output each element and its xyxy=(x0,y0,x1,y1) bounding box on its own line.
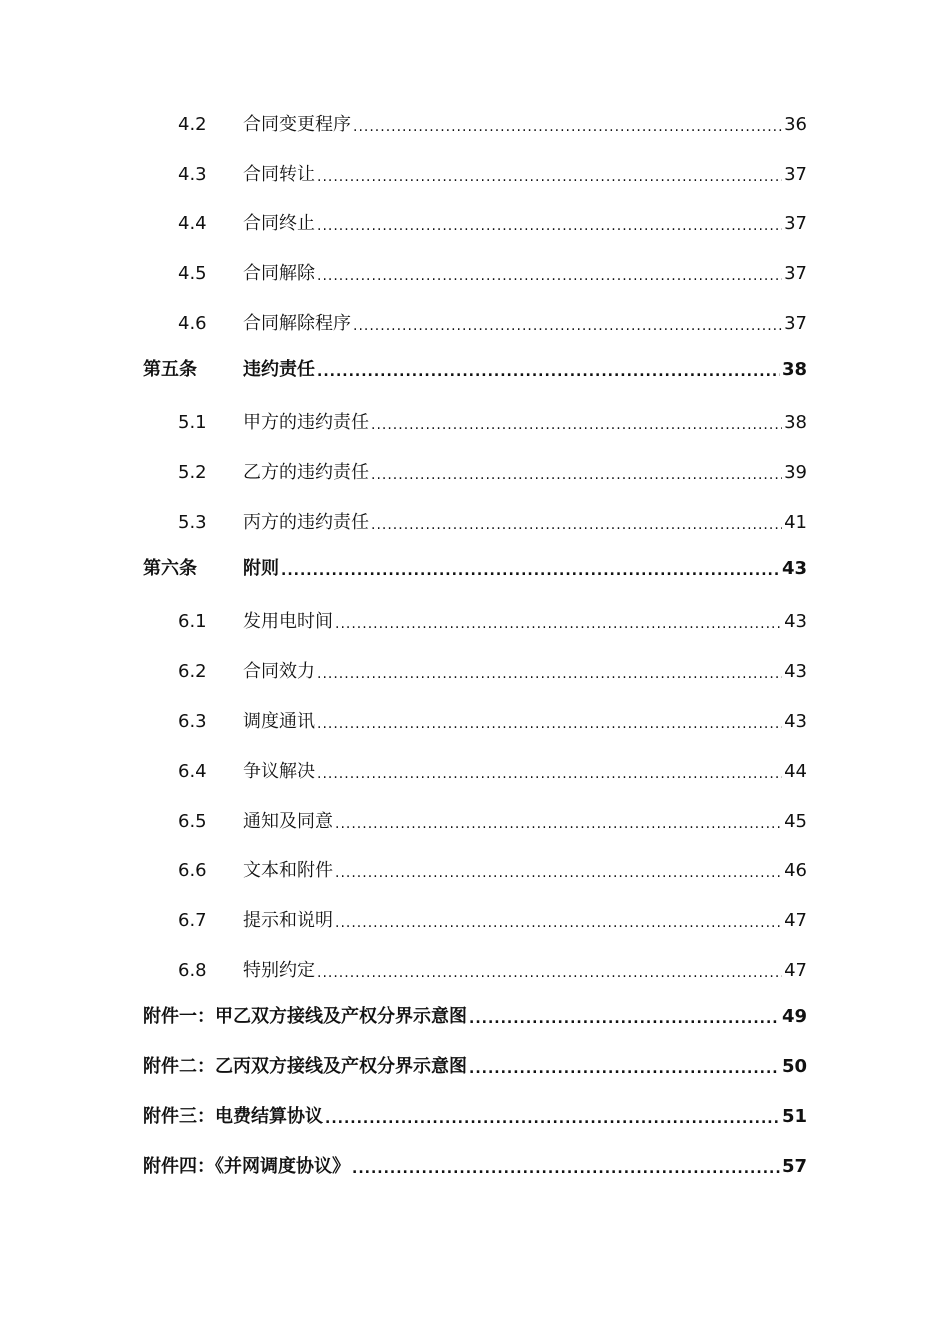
toc-page-number: 37 xyxy=(784,213,807,234)
toc-page-number: 37 xyxy=(784,263,807,284)
dot-leader xyxy=(325,1103,780,1131)
dot-leader xyxy=(335,907,782,935)
toc-title: 合同效力 xyxy=(243,661,315,682)
toc-number: 第五条 xyxy=(143,359,197,380)
toc-page-number: 37 xyxy=(784,313,807,334)
dot-leader xyxy=(317,161,782,189)
toc-entry-6-2[interactable] xyxy=(143,658,807,686)
toc-entry-6-6[interactable] xyxy=(143,857,807,885)
toc-page-number: 41 xyxy=(784,512,807,533)
dot-leader xyxy=(371,509,782,537)
dot-leader xyxy=(335,857,782,885)
toc-page-number: 36 xyxy=(784,114,807,135)
dot-leader xyxy=(335,808,782,836)
toc-entry-6-5[interactable] xyxy=(143,808,807,836)
toc-number: 6.3 xyxy=(178,711,207,732)
toc-page-number: 43 xyxy=(784,611,807,632)
toc-entry-6-8[interactable] xyxy=(143,957,807,985)
toc-number: 6.2 xyxy=(178,661,207,682)
dot-leader xyxy=(317,708,782,736)
toc-number: 6.6 xyxy=(178,860,207,881)
toc-entry-6-7[interactable] xyxy=(143,907,807,935)
dot-leader xyxy=(317,658,782,686)
toc-entry-4-5[interactable] xyxy=(143,260,807,288)
toc-page-number: 38 xyxy=(784,412,807,433)
toc-title: 甲方的违约责任 xyxy=(243,412,369,433)
toc-entry-article-6[interactable] xyxy=(143,555,807,583)
dot-leader xyxy=(352,1153,780,1181)
toc-title: 合同转让 xyxy=(243,164,315,185)
toc-page-number: 45 xyxy=(784,811,807,832)
toc-title: 附件二：乙丙双方接线及产权分界示意图 xyxy=(143,1056,467,1077)
dot-leader xyxy=(371,459,782,487)
toc-number: 6.4 xyxy=(178,761,207,782)
toc-entry-6-3[interactable] xyxy=(143,708,807,736)
toc-number: 第六条 xyxy=(143,558,197,579)
dot-leader xyxy=(317,210,782,238)
dot-leader xyxy=(317,957,782,985)
toc-number: 4.2 xyxy=(178,114,207,135)
dot-leader xyxy=(371,409,782,437)
toc-number: 6.7 xyxy=(178,910,207,931)
toc-title: 附则 xyxy=(243,558,279,579)
dot-leader xyxy=(469,1053,780,1081)
dot-leader xyxy=(469,1003,780,1031)
toc-entry-6-1[interactable] xyxy=(143,608,807,636)
dot-leader xyxy=(317,758,782,786)
toc-title: 特别约定 xyxy=(243,960,315,981)
toc-number: 4.4 xyxy=(178,213,207,234)
toc-entry-5-2[interactable] xyxy=(143,459,807,487)
toc-page-number: 57 xyxy=(781,1156,807,1177)
toc-title: 通知及同意 xyxy=(243,811,333,832)
dot-leader xyxy=(281,555,780,583)
toc-title: 乙方的违约责任 xyxy=(243,462,369,483)
toc-title: 调度通讯 xyxy=(243,711,315,732)
toc-number: 5.3 xyxy=(178,512,207,533)
toc-number: 6.8 xyxy=(178,960,207,981)
toc-entry-5-3[interactable] xyxy=(143,509,807,537)
toc-number: 5.1 xyxy=(178,412,207,433)
toc-entry-annex-4[interactable] xyxy=(143,1153,807,1181)
toc-number: 6.1 xyxy=(178,611,207,632)
toc-title: 发用电时间 xyxy=(243,611,333,632)
toc-entry-4-2[interactable] xyxy=(143,111,807,139)
toc-title: 文本和附件 xyxy=(243,860,333,881)
dot-leader xyxy=(335,608,782,636)
dot-leader xyxy=(353,111,782,139)
toc-title: 附件一：甲乙双方接线及产权分界示意图 xyxy=(143,1006,467,1027)
toc-entry-annex-1[interactable] xyxy=(143,1003,807,1031)
toc-title: 提示和说明 xyxy=(243,910,333,931)
toc-entry-6-4[interactable] xyxy=(143,758,807,786)
toc-page-number: 51 xyxy=(781,1106,807,1127)
toc-number: 4.5 xyxy=(178,263,207,284)
toc-entry-4-3[interactable] xyxy=(143,161,807,189)
toc-page-number: 44 xyxy=(784,761,807,782)
toc-entry-4-4[interactable] xyxy=(143,210,807,238)
toc-page-number: 46 xyxy=(784,860,807,881)
toc-page-number: 49 xyxy=(781,1006,807,1027)
dot-leader xyxy=(353,310,782,338)
toc-entry-5-1[interactable] xyxy=(143,409,807,437)
dot-leader xyxy=(317,356,780,384)
toc-title: 丙方的违约责任 xyxy=(243,512,369,533)
toc-entry-annex-2[interactable] xyxy=(143,1053,807,1081)
toc-page-number: 37 xyxy=(784,164,807,185)
toc-page-number: 43 xyxy=(784,711,807,732)
toc-number: 4.3 xyxy=(178,164,207,185)
toc-number: 6.5 xyxy=(178,811,207,832)
dot-leader xyxy=(317,260,782,288)
toc-page-number: 43 xyxy=(784,661,807,682)
toc-title: 争议解决 xyxy=(243,761,315,782)
toc-entry-4-6[interactable] xyxy=(143,310,807,338)
toc-page-number: 47 xyxy=(784,910,807,931)
toc-title: 违约责任 xyxy=(243,359,315,380)
toc-entry-annex-3[interactable] xyxy=(143,1103,807,1131)
toc-page-number: 47 xyxy=(784,960,807,981)
toc-title: 合同解除 xyxy=(243,263,315,284)
toc-title: 附件四：《并网调度协议》 xyxy=(143,1156,350,1177)
toc-title: 合同终止 xyxy=(243,213,315,234)
toc-number: 4.6 xyxy=(178,313,207,334)
toc-entry-article-5[interactable] xyxy=(143,356,807,384)
toc-page-number: 39 xyxy=(784,462,807,483)
toc-page-number: 38 xyxy=(781,359,807,380)
toc-title: 合同变更程序 xyxy=(243,114,351,135)
toc-title: 合同解除程序 xyxy=(243,313,351,334)
toc-page-number: 50 xyxy=(781,1056,807,1077)
toc-number: 5.2 xyxy=(178,462,207,483)
toc-page-number: 43 xyxy=(781,558,807,579)
toc-title: 附件三：电费结算协议 xyxy=(143,1106,323,1127)
